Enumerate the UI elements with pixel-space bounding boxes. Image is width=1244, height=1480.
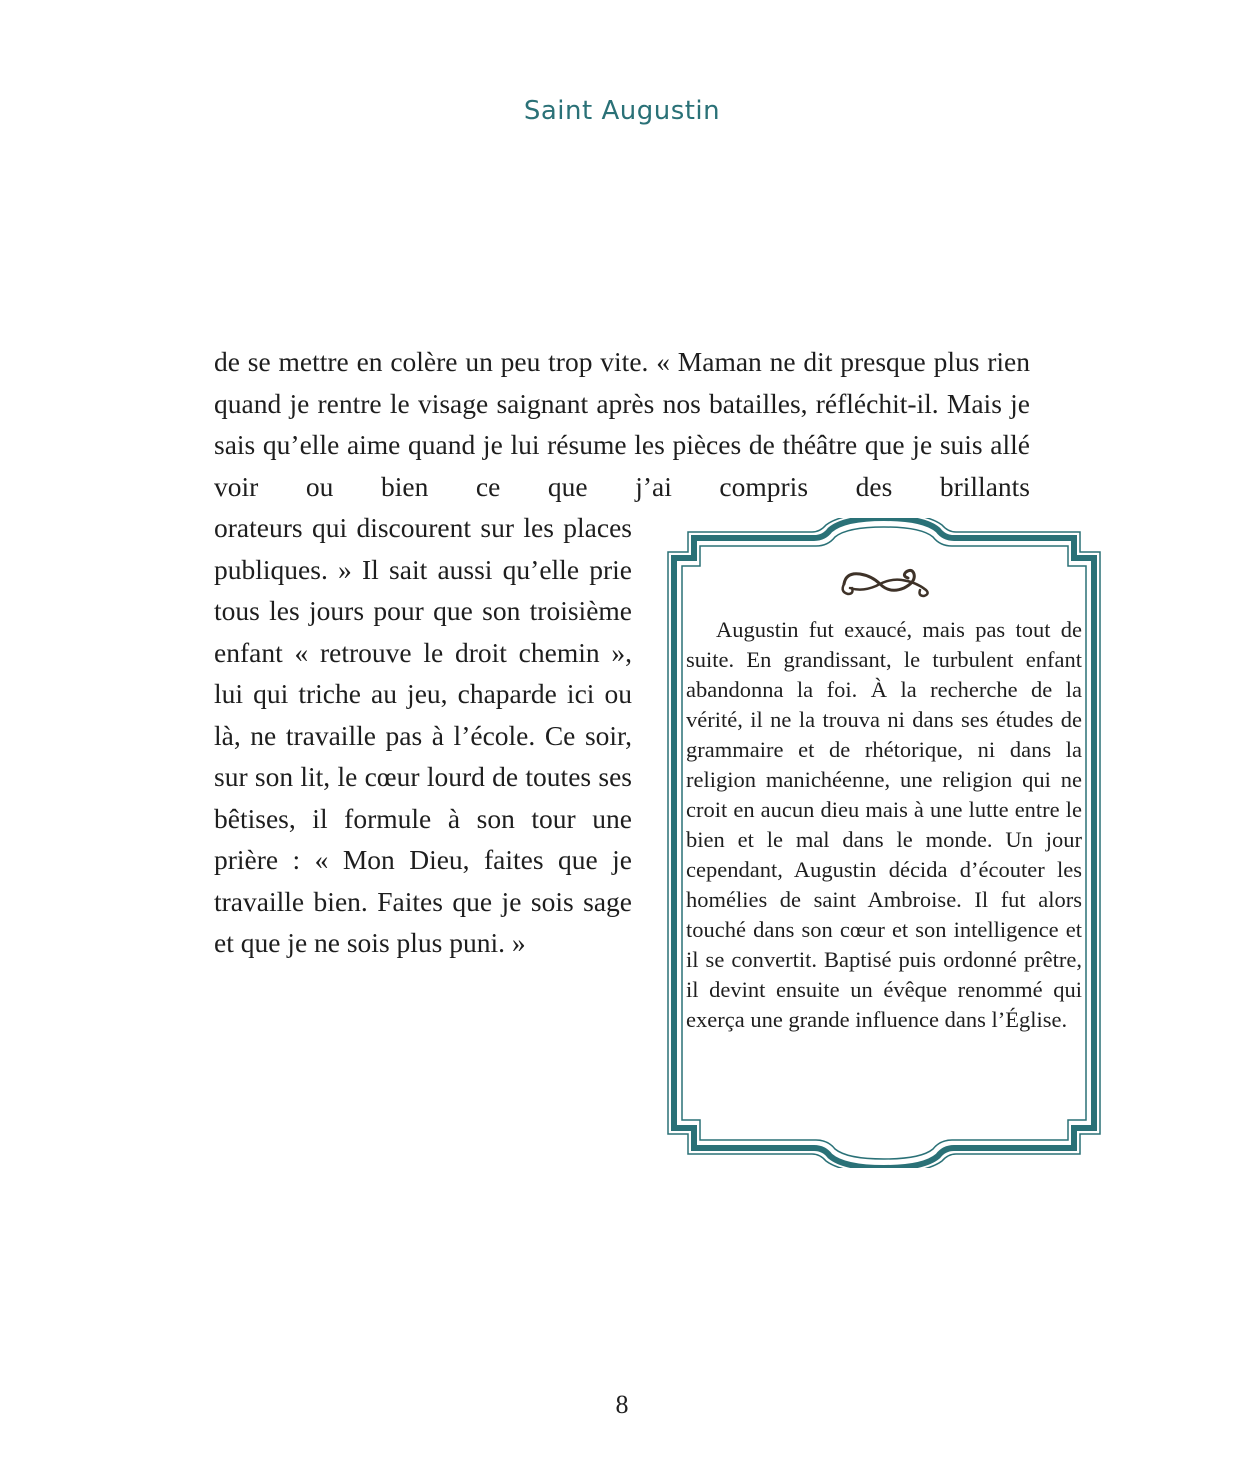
page-number: 8 (615, 1390, 629, 1419)
flourish-ornament-icon (836, 566, 936, 600)
sidebar-text: Augustin fut exaucé, mais pas tout de suite. En grandissant, le turbulent enfant abandonna la foi. À la recherche de la vérité, il ne la trouva ni dans ses études de grammaire et de rhétorique, ni dans la religion manichéenne, une religion qui ne croit en aucun dieu mais à une lutte entre le bien et le mal dans le monde. Un jour cependant, Augustin décida d’écouter les homélies de saint Ambroise. Il fut alors touché dans son cœur et son intelligence et il se convertit. Baptisé puis ordonné prêtre, il devint ensuite un évêque renommé qui exerça une grande influence dans l’Église. (686, 617, 1082, 1032)
running-title: Saint Augustin (523, 96, 721, 126)
body-paragraph-narrow: orateurs qui discourent sur les places publiques. » Il sait aussi qu’elle prie tous les jours pour que son troisième enfant « retrouve le droit chemin », lui qui triche au jeu, chaparde ici ou là, ne travaille pas à l’école. Ce soir, sur son lit, le cœur lourd de toutes ses bêtises, il formule à son tour une prière : « Mon Dieu, faites que je travaille bien. Faites que je sois sage et que je ne sois plus puni. » (214, 512, 632, 958)
body-paragraph-full-width: de se mettre en colère un peu trop vite. « Maman ne dit presque plus rien quand je rentre le visage saignant après nos batailles, réfléchit-il. Mais je sais qu’elle aime quand je lui résume les pièces de théâtre que je suis allé voir ou bien ce que j’ai compris des brillants (214, 346, 1030, 502)
